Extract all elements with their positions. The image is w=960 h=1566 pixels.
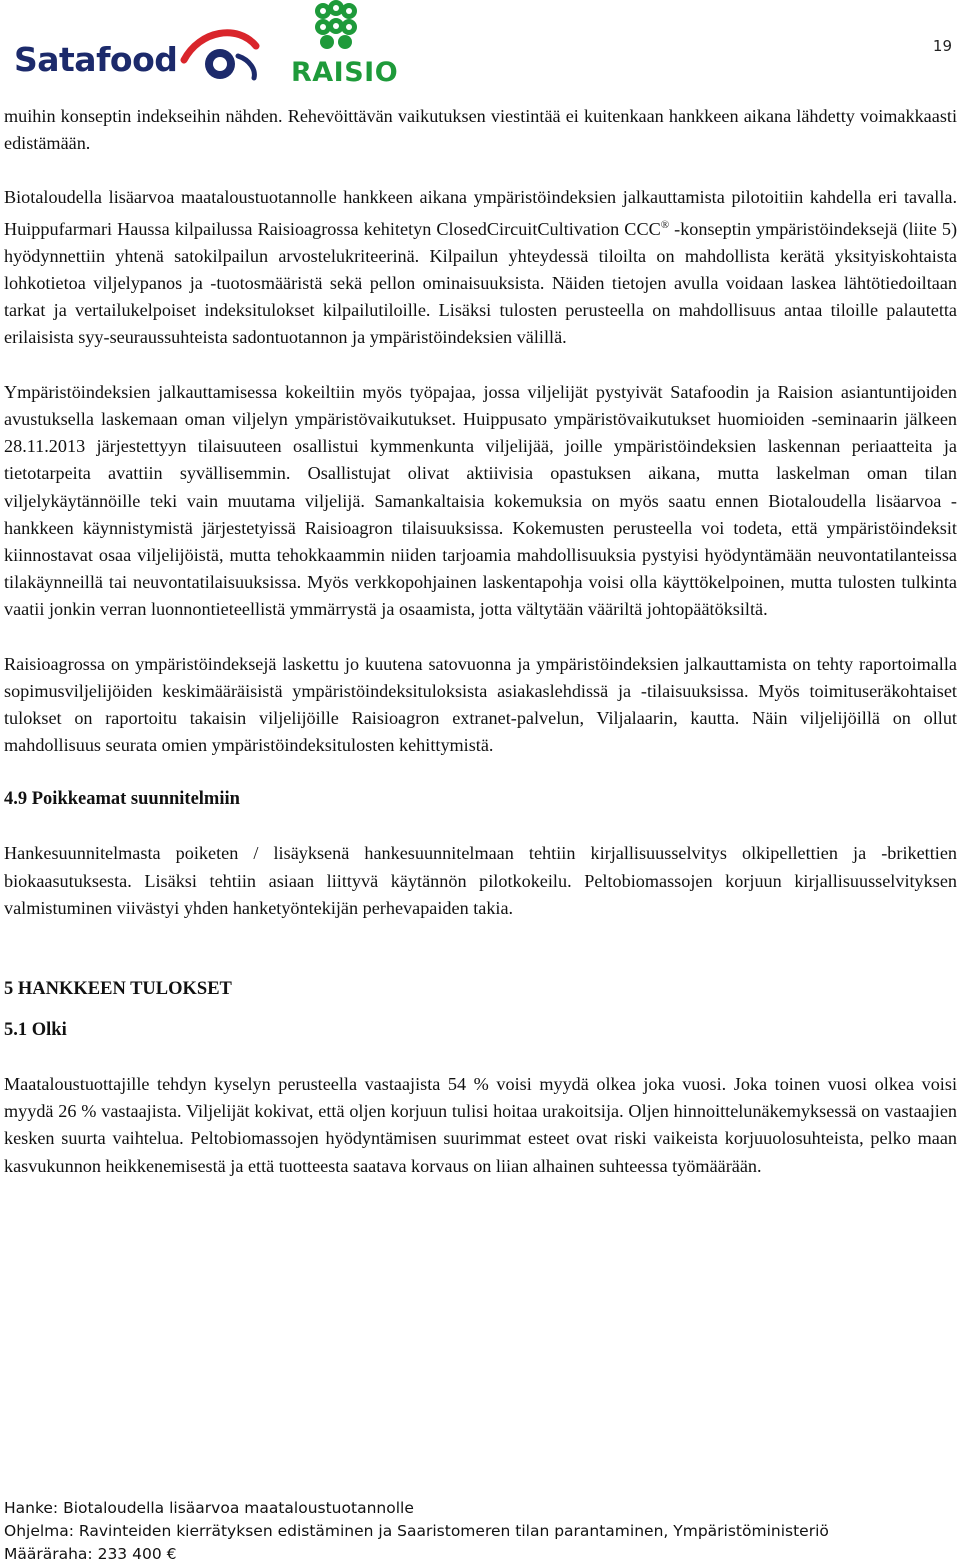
footer-budget: Määräraha: 233 400 €: [4, 1545, 177, 1563]
raisio-logo: RAISIO: [291, 57, 399, 88]
footer-project: Hanke: Biotaloudella lisäarvoa maataloustuotannolle: [4, 1499, 414, 1517]
paragraph-deviations: Hankesuunnitelmasta poiketen / lisäyksenä hankesuunnitelmaan tehtiin kirjallisuusselvitys olkipellettien ja -brikettien biokaasutuksesta. Lisäksi tehtiin asiaan liittyvä käytännön pilotkokeilu. Peltobiomassojen korjuun kirjallisuusselvityksen valmistuminen viivästyi yhden hanketyöntekijän perhevapaiden takia.: [4, 843, 957, 918]
satafood-logo: Satafood: [14, 40, 178, 79]
raisio-leaf-icon: [306, 0, 366, 56]
paragraph-intro: muihin konseptin indekseihin nähden. Rehevöittävän vaikutuksen viestintää ei kuitenkaan hankkeen aikana lähdetty voimakkaasti edistämään.: [4, 106, 957, 154]
heading-5: 5 HANKKEEN TULOKSET: [4, 978, 232, 999]
document-body: [4, 103, 957, 1180]
page-footer: [4, 1497, 829, 1566]
footer-programme: Ohjelma: Ravinteiden kierrätyksen edistäminen ja Saaristomeren tilan parantaminen, Ympäristöministeriö: [4, 1522, 829, 1540]
heading-5-1: 5.1 Olki: [4, 1019, 67, 1040]
satafood-emblem-icon: [180, 16, 260, 86]
page-number: 19: [932, 37, 952, 55]
header-logos: [10, 0, 410, 92]
heading-4-9: 4.9 Poikkeamat suunnitelmiin: [4, 789, 240, 810]
paragraph-straw: Maataloustuottajille tehdyn kyselyn perusteella vastaajista 54 % voisi myydä olkea joka vuosi. Joka toinen vuosi olkea voisi myydä 26 % vastaajista. Viljelijät kokivat, että oljen korjuun tulisi hoitaa urakoitsija. Oljen hinnoittelunäkemyksessä on vastaajien kesken suurta vaihtelua. Peltobiomassojen hyödyntämisen suurimmat esteet ovat riski vaikeista korjuuolosuhteista, pelko maan kasvukunnon heikkenemisestä ja että tuotteesta saatava korvaus on liian alhainen suhteessa työmäärään.: [4, 1073, 957, 1176]
registered-mark: ®: [660, 218, 670, 231]
paragraph-workshop: Ympäristöindeksien jalkauttamisessa kokeiltiin myös työpajaa, jossa viljelijät pystyivät Satafoodin ja Raision asiantuntijoiden avustuksella laskemaan oman viljelyn ympäristövaikutukset. Huippusato ympäristövaikutukset huomioiden -seminaarin jälkeen 28.11.2013 järjestettyyn tilaisuuteen osallistui kymmenkunta viljelijää, joille ympäristöindeksien laskennan periaatteita ja tietotarpeita avattiin syvällisemmin. Osallistujat olivat aktiivisia opastuksen aikana, mutta laskelman oman tilan viljelykäytännöille teki vain muutama viljelijä. Samankaltaisia kokemuksia on myös saatu ennen Biotaloudella lisäarvoa -hankkeen käynnistymistä järjestetyissä Raisioagron tilaisuuksissa. Kokemusten perusteella voi todeta, että ympäristöindeksit kiinnostavat osaa viljelijöistä, mutta tehokkaammin niiden tarjoamia mahdollisuuksia pystyisi hyödyntämään neuvontatilanteissa tilakäynneillä tai neuvontatilaisuuksissa. Myös verkkopohjainen laskentapohja voisi olla käyttökelpoinen, mutta tulosten tulkinta vaatii jonkin verran luonnontieteellistä ymmärrystä ja osaamista, jotta vältytään vääriltä johtopäätöksiltä.: [4, 381, 957, 620]
paragraph-pilot: Biotaloudella lisäarvoa maataloustuotannolle hankkeen aikana ympäristöindeksien jalkauttamista pilotoitiin kahdella eri tavalla. Huippufarmari Haussa kilpailussa Raisioagrossa kehitetyn ClosedCircuitCultivation CCC® -konseptin ympäristöindeksejä (liite 5) hyödynnettiin yhtenä satokilpailun arvostelukriteerinä. Kilpailun yhteydessä tiloilta on mahdollista kerätä yksityiskohtaista lohkotietoa viljelypanos ja -tuotosmääristä sekä pellon ominaisuuksista. Näiden tietojen avulla voidaan laskea lähtötiedoiltaan tarkat ja vertailukelpoiset indeksitulokset kilpailutiloille. Lisäksi tulosten perusteella on mahdollisuus antaa tiloille palautetta erilaisista syy-seuraussuhteista sadontuotannon ja ympäristöindeksien välillä.: [4, 187, 957, 348]
paragraph-raisioagro: Raisioagrossa on ympäristöindeksejä laskettu jo kuutena satovuonna ja ympäristöindeksien jalkauttamista on tehty raportoimalla sopimusviljelijöiden keskimääräisistä ympäristöindeksituloksista asiakaslehdissä ja -tilaisuuksissa. Myös toimituseräkohtaiset tulokset on raportoitu takaisin viljelijöille Raisioagron extranet-palvelun, Viljalaarin, kautta. Näin viljelijöillä on ollut mahdollisuus seurata omien ympäristöindeksitulosten kehittymistä.: [4, 653, 957, 756]
